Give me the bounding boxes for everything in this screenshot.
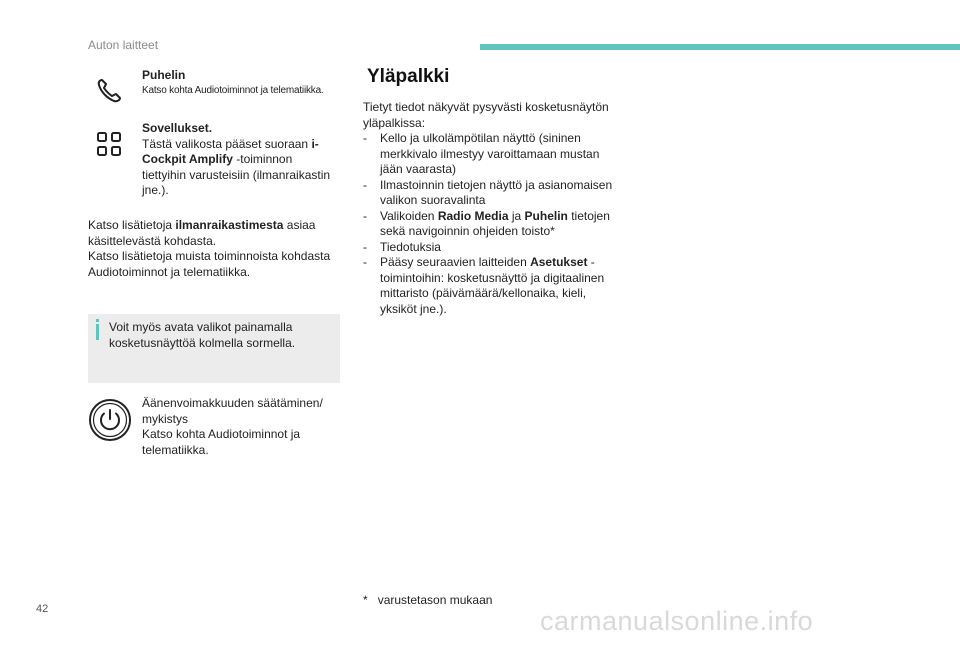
top-bar-list	[363, 131, 623, 317]
list-item: - Pääsy seuraavien laitteiden Asetukset -toimintoihin: kosketusnäyttö ja digitaalinen mittaristo (päivämäärä/kellonaika, kieli, yksiköt jne.).	[363, 255, 605, 316]
apps-title: Sovellukset.	[142, 121, 213, 135]
apps-entry	[88, 123, 130, 165]
list-item: - Valikoiden Radio Media ja Puhelin tietojen sekä navigoinnin ohjeiden toisto*	[363, 208, 610, 238]
info-note-text: Voit myös avata valikot painamalla kosketusnäyttöä kolmella sormella.	[109, 320, 296, 350]
section-heading: Yläpalkki	[367, 66, 450, 87]
phone-title: Puhelin	[142, 68, 186, 82]
section-title: Auton laitteet	[88, 38, 159, 52]
apps-desc-line1: Tästä valikosta pääset suoraan	[142, 136, 309, 151]
info-paragraph	[88, 218, 338, 280]
list-item: - Tiedotuksia	[363, 239, 441, 254]
apps-text	[142, 121, 337, 199]
footnote	[363, 593, 492, 609]
list-item: - Kello ja ulkolämpötilan näyttö (sininen merkkivalo ilmestyy varoittamaan mustan jään vaarasta)	[363, 131, 600, 176]
para-pre: Katso lisätietoja	[88, 218, 176, 232]
apps-desc	[142, 137, 337, 199]
info-icon-dot	[96, 319, 99, 322]
header-accent-bar	[480, 44, 960, 50]
power-knob-icon	[88, 398, 132, 442]
footnote-text: varustetason mukaan	[377, 593, 493, 607]
watermark: carmanualsonline.info	[540, 606, 814, 636]
footnote-mark: *	[363, 593, 368, 607]
phone-text	[142, 68, 342, 97]
top-bar-intro: Tietyt tiedot näkyvät pysyvästi kosketusnäytön yläpalkissa:	[363, 100, 609, 130]
para-bold: ilmanraikastimesta	[175, 218, 284, 232]
apps-desc-bold: i-Cockpit Amplify	[142, 136, 319, 166]
phone-desc: Katso kohta Audiotoiminnot ja telematiikka.	[142, 84, 324, 96]
info-icon	[96, 324, 99, 340]
para-post: asiaa käsittelevästä kohdasta.	[88, 218, 316, 248]
para-line2: Katso lisätietoja muista toiminnoista kohdasta Audiotoiminnot ja telematiikka.	[88, 249, 331, 279]
volume-text	[142, 396, 332, 458]
apps-grid-icon	[88, 123, 130, 165]
info-note-box	[88, 314, 340, 383]
top-bar-description	[363, 100, 623, 317]
phone-icon	[88, 70, 130, 112]
volume-line2: Katso kohta Audiotoiminnot ja telematiikka.	[142, 427, 301, 457]
list-item: - Ilmastoinnin tietojen näyttö ja asianomaisen valikon suoravalinta	[363, 177, 613, 207]
phone-entry	[88, 70, 130, 112]
page-number: 42	[36, 603, 49, 615]
volume-line1: Äänenvoimakkuuden säätäminen/ mykistys	[142, 396, 323, 426]
apps-desc-line2: -toiminnon tiettyihin varusteisiin (ilmanraikastin jne.).	[142, 152, 331, 197]
volume-entry	[88, 398, 132, 442]
